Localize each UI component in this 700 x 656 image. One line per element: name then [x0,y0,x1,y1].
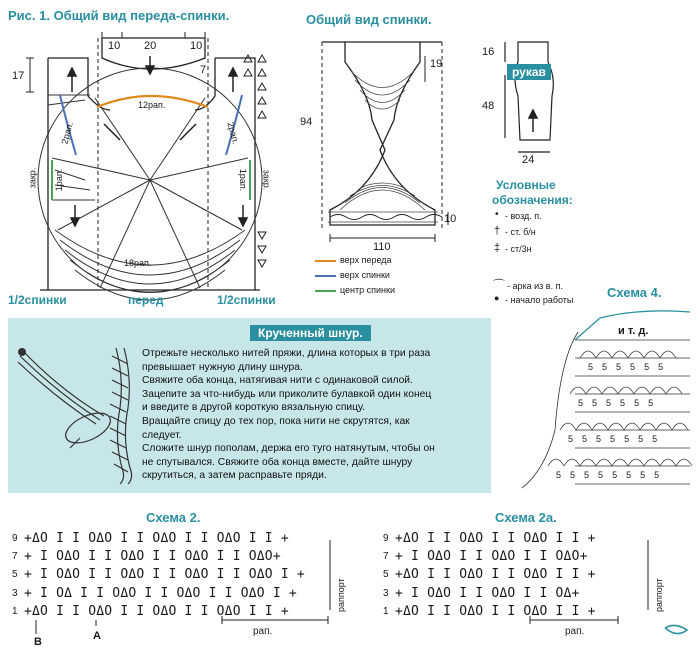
scheme2a-row-1: +ΔO I I OΔO I I OΔO I I + [395,604,596,619]
cord-line-9: не спутывался. Свяжите оба конца вместе, дайте шнуру [142,456,413,468]
symbol-sc-icon: † [494,225,501,237]
symbols-title-1: Условные [496,178,556,192]
label-zakr-left: закр. [27,167,38,189]
scheme2a-row-9: +ΔO I I OΔO I I OΔO I I + [395,531,596,546]
scheme2a-row-7: + I OΔO I I OΔO I I OΔO+ [395,549,588,564]
label-rap12: 12рап. [138,100,166,110]
scheme2-row-1: +ΔO I I OΔO I I OΔO I I OΔO I I + [24,604,289,619]
scheme2-rap: рап. [253,626,273,637]
cord-line-5: и введите в другой короткую вязальную спицу. [142,402,366,414]
cord-line-7: следует. [142,429,182,441]
scheme2-rownum-5: 5 [12,569,18,580]
label-rap1-right: 1рап. [238,168,249,192]
label-rap2-left: 2рап. [59,120,75,146]
scheme2-rapport: раппорт [336,578,346,612]
dim-top-mid: 20 [144,40,157,52]
scheme2a-rapport: раппорт [654,578,664,612]
back-dim-top: 19 [430,58,443,70]
scheme4-cells-row1: 555555 [588,362,673,372]
legend-back-top: верх спинки [340,270,390,280]
scheme2-rownum-1: 1 [12,606,18,617]
dim-left-height: 17 [12,70,25,82]
scheme2a-rownum-7: 7 [383,551,389,562]
legend-front-top: верх переда [340,255,392,265]
label-rap1-left: 1рап. [54,168,65,192]
dim-top-right: 10 [190,40,203,52]
symbol-sc-label: - ст. б/н [505,227,536,237]
back-dim-side: 94 [300,116,313,128]
legend-back-center: центр спинки [340,285,395,295]
symbol-chain-icon: • [495,209,499,220]
scheme2-row-3: + I OΔ I I OΔO I I OΔO I I OΔO I + [24,586,297,601]
cord-illustration [8,318,143,493]
scheme2a-rownum-3: 3 [383,588,389,599]
label-half-back-left: 1/2спинки [8,293,67,307]
label-half-back-right: 1/2спинки [217,293,276,307]
cord-line-3: Свяжите оба конца, натягивая нити с одинаковой силой. [142,375,413,387]
back-dim-width: 110 [373,241,391,253]
scheme4-cells-row3: 5555555 [568,434,667,444]
symbol-arch-icon: ⌒ [493,278,506,292]
symbol-start-label: - начало работы [505,295,574,305]
scheme2-row-5: + I OΔO I I OΔO I I OΔO I I OΔO I + [24,567,305,582]
sleeve-dim-width: 24 [522,154,535,166]
label-front: перед [128,293,164,307]
scheme2-row-9: +ΔO I I OΔO I I OΔO I I OΔO I I + [24,531,289,546]
symbol-start-icon: ● [494,293,500,303]
scheme4-note: и т. д. [618,325,649,337]
symbol-arch-label: - арка из в. п. [507,281,563,291]
scheme2-rownum-9: 9 [12,533,18,544]
sleeve-label: рукав [507,64,551,80]
sleeve-dim-height: 48 [482,100,495,112]
symbol-chain-label: - возд. п. [505,211,542,221]
scheme2a-rap: рап. [565,626,585,637]
label-rap2-right: 2рап. [225,120,241,146]
scheme4-cells-row4: 55555555 [556,470,669,480]
label-zakr-right: закр. [261,169,272,191]
label-rap18: 18рап. [124,258,152,268]
symbol-tr-label: - ст/3н [505,244,532,254]
scheme2a-rownum-1: 1 [383,606,389,617]
scheme2a-rownum-9: 9 [383,533,389,544]
scheme4-cells-row2: 555555 [578,398,663,408]
scheme2a-row-3: + I OΔO I I OΔO I I OΔ+ [395,586,580,601]
back-dim-bottom: 10 [444,213,457,225]
scheme4-title: Схема 4. [607,285,662,300]
sleeve-dim-top: 16 [482,46,495,58]
dim-top-left: 10 [108,40,121,52]
scheme2a-title: Схема 2а. [495,510,557,525]
scheme2-mark-a: A [93,630,101,642]
symbols-title-2: обозначения: [492,193,573,207]
cord-line-10: скрутиться, а затем расправьте пряди. [142,470,327,482]
dim-right-height: 7 [200,64,207,76]
scheme2-row-7: + I OΔO I I OΔO I I OΔO I I OΔO+ [24,549,281,564]
symbol-tr-icon: ‡ [494,242,501,254]
cord-text [142,347,482,483]
scheme2a-row-5: +ΔO I I OΔO I I OΔO I I + [395,567,596,582]
cord-line-2: превышает нужную длину шнура. [142,361,303,373]
back-title: Общий вид спинки. [306,12,432,27]
cord-line-1: Отрежьте несколько нитей пряжи, длина которых в три раза [142,348,431,359]
cord-line-4: Зацепите за что-нибудь или приколите булавкой один конец [142,388,432,400]
scheme2-title: Схема 2. [146,510,201,525]
cord-line-8: Сложите шнур пополам, держа его туго натянутым, чтобы он [142,443,435,455]
cord-line-6: Вращайте спицу до тех пор, пока нити не скрутятся, как [142,415,410,427]
scheme2-mark-b: B [34,636,42,648]
scheme2-rownum-3: 3 [12,588,18,599]
cord-title: Крученный шнур. [250,325,371,341]
scheme2-rownum-7: 7 [12,551,18,562]
scheme2a-rownum-5: 5 [383,569,389,580]
fig1-title: Рис. 1. Общий вид переда-спинки. [8,8,230,23]
